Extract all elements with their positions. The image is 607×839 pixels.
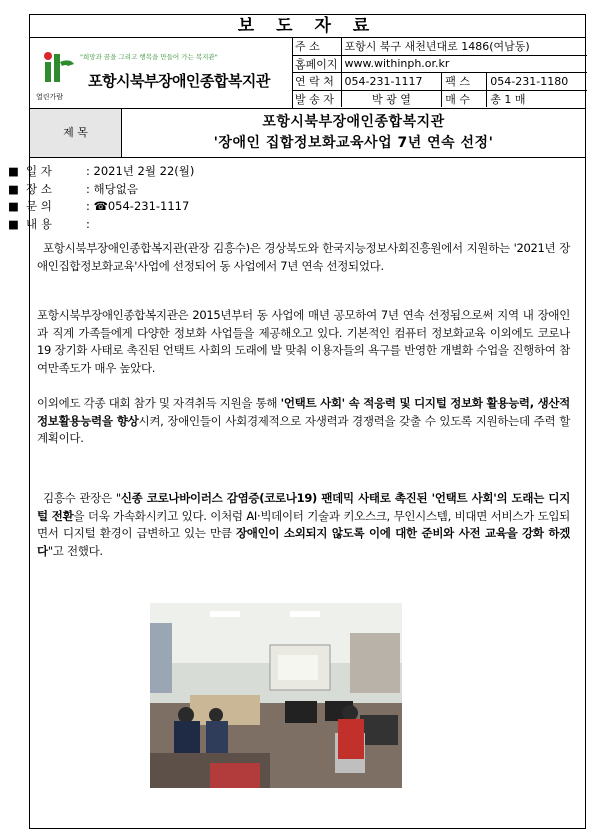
logo-caption: 열린가람: [36, 93, 64, 101]
subject-line-2: '장애인 집합정보화교육사업 7년 연속 선정': [213, 135, 494, 151]
subject-label: 제 목: [30, 109, 122, 157]
meta-date: ■ 일 자 : 2021년 2월 22(월): [8, 164, 195, 178]
slogan: "희망과 꿈을 그리고 행복을 만들어 가는 복지관": [80, 53, 218, 61]
phone-value: 054-231-1117: [341, 73, 442, 91]
document-title: 보 도 자 료: [30, 15, 585, 38]
address-label: 주 소: [292, 38, 341, 55]
meta-list: [8, 163, 194, 233]
header-block: [30, 38, 585, 109]
organization-logo-icon: [40, 50, 78, 86]
meta-content: ■ 내 용 :: [8, 216, 90, 231]
paragraph-4: 김흥수 관장은 "신종 코로나바이러스 감염증(코로나19) 팬데믹 사태로 촉진된 '언택트 사회'의 도래는 디지털 전환을 더욱 가속화시키고 있다. 이처럼 AI·빅데이터 기술과 키오스크, 무인시스템, 비대면 서비스가 도입되면서 디지털 환경이 급변하고 있는 만큼 장애인이 소외되지 않도록 이에 대한 준비와 사전 교육을 강화 하겠다"고 전했다.: [37, 491, 570, 558]
address-value: 포항시 북구 새천년대로 1486(여남동): [341, 38, 587, 55]
contact-info-table: [292, 38, 587, 107]
subject-line-1: 포항시북부장애인종합복지관: [262, 114, 445, 130]
homepage-value: www.withinph.or.kr: [341, 55, 587, 73]
sender-value: 박 광 열: [341, 90, 442, 107]
logo-area: [30, 38, 293, 108]
sender-label: 발 송 자: [295, 92, 334, 106]
fax-value: 054-231-1180: [487, 73, 587, 91]
meta-contact: ■ 문 의 : ☎054-231-1117: [8, 199, 190, 213]
paragraph-3: 이외에도 각종 대회 참가 및 자격취득 지원을 통해 '언택트 사회' 속 적응력 및 디지털 정보화 활용능력, 생산적 정보활용능력을 향상시켜, 장애인들이 사회경제적으로 자생력과 경쟁력을 갖출 수 있도록 지원하는데 주력 할 계획이다.: [37, 396, 571, 445]
meta-place: ■ 장 소 : 해당없음: [8, 181, 138, 196]
subject-row: [30, 109, 585, 158]
paragraph-2: 포항시북부장애인종합복지관은 2015년부터 동 사업에 매년 공모하여 7년 연속 선정됨으로써 지역 내 장애인과 직계 가족들에게 다양한 정보화 사업들을 제공해오고 있다. 기본적인 컴퓨터 정보화교육 이외에도 코로나19 장기화 사태로 촉진된 언택트 사회의 도래에 발 맞춰 이용자들의 욕구를 반영한 개별화 수업을 진행하여 참여만족도가 매우 높았다.: [37, 308, 570, 375]
subject-title: [122, 112, 585, 154]
phone-label: 연 락 처: [292, 73, 341, 91]
photo-illustration: [150, 603, 402, 788]
computer-classroom-photo: [150, 603, 402, 788]
pages-label: 매 수: [442, 90, 487, 107]
pages-value: 총 1 매: [487, 90, 587, 107]
homepage-label: 홈페이지: [292, 55, 341, 73]
organization-name: 포항시북부장애인종합복지관: [88, 72, 270, 90]
fax-label: 팩 스: [442, 73, 487, 91]
paragraph-1: 포항시북부장애인종합복지관(관장 김흥수)은 경상북도와 한국지능정보사회진흥원에서 지원하는 '2021년 장애인집합정보화교육'사업에 선정되어 동 사업에서 7년 연속 선정되었다.: [37, 241, 570, 273]
